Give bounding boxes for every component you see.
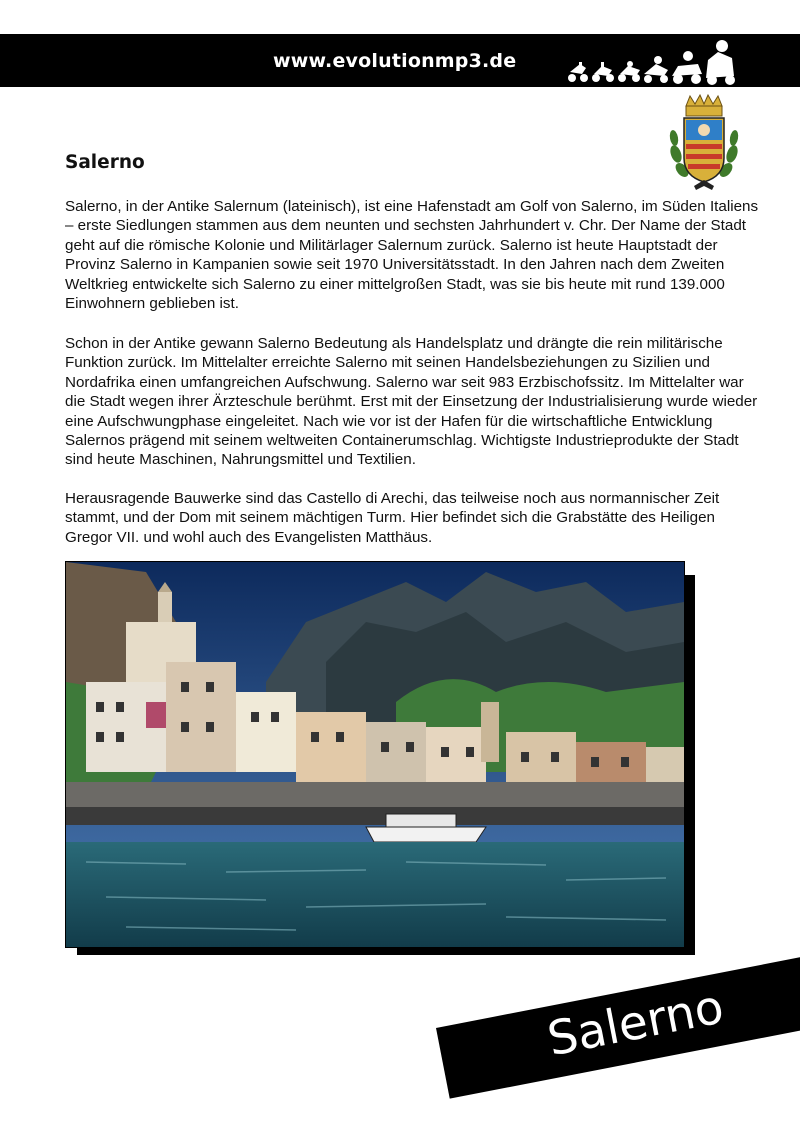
scooter-icon — [706, 40, 735, 85]
paragraph-buildings: Herausragende Bauwerke sind das Castello di Arechi, das teilweise noch aus normannischer Zeit stammt, und der Dom mit seinem mächtigen Turm. Hier befindet sich die Grabstätte des Heiligen Gregor VII. und wohl auch des Evangelisten Matthäus. — [65, 490, 720, 546]
coat-of-arms — [664, 94, 744, 194]
banner-title: Salerno — [543, 979, 729, 1068]
title-banner — [436, 952, 800, 1099]
page-title: Salerno — [65, 152, 145, 173]
scooter-icon — [672, 51, 702, 84]
crown-icon — [686, 95, 722, 116]
scooter-icon — [618, 61, 640, 82]
paragraph-history: Salerno, in der Antike Salernum (lateinisch), ist eine Hafenstadt am Golf von Salerno, im Süden Italiens – erste Siedlungen stammen aus dem neunten und sechsten Jahrhundert v. Chr. Der Name der Stadt geht auf die römische Kolonie und Militärlager Salernum zurück. Salerno ist heute Hauptstadt der Provinz Salerno in Kampanien sowie seit 1970 Universitätsstadt. In den Jahren nach dem Zweiten Weltkrieg entwickelte sich Salerno zu einer mittelgroßen Stadt, was sie bis heute mit rund 139.000 Einwohnern geblieben ist. — [65, 198, 759, 313]
paragraph-trade: Schon in der Antike gewann Salerno Bedeutung als Handelsplatz und drängte die rein militärische Funktion zurück. Im Mittelalter erreichte Salerno mit seinen Handelsbeziehungen zu Sizilien und Nordafrika einen umfangreichen Aufschwung. Salerno war seit 983 Erzbischofssitz. Im Mittelalter war die Stadt wegen ihrer Ärzteschule berühmt. Erst mit der Einsetzung der Industrialisierung wurde wieder eine Aufschwungphase eingeleitet. Nach wie vor ist der Hafen für die wirtschaftliche Entwicklung Salernos prägend mit seinem weltweiten Containerumschlag. Wichtigste Industrieprodukte der Stadt sind heute Maschinen, Nahrungsmittel und Textilien. — [65, 335, 758, 469]
scooter-icon — [592, 62, 614, 82]
shield-icon — [684, 118, 724, 182]
header-bar — [0, 34, 800, 87]
city-illustration — [66, 562, 684, 947]
scooter-icon — [568, 62, 588, 82]
scooter-icons — [566, 38, 736, 86]
scooter-icon — [644, 56, 668, 83]
site-url[interactable]: www.evolutionmp3.de — [273, 50, 517, 72]
city-photo — [65, 561, 685, 948]
